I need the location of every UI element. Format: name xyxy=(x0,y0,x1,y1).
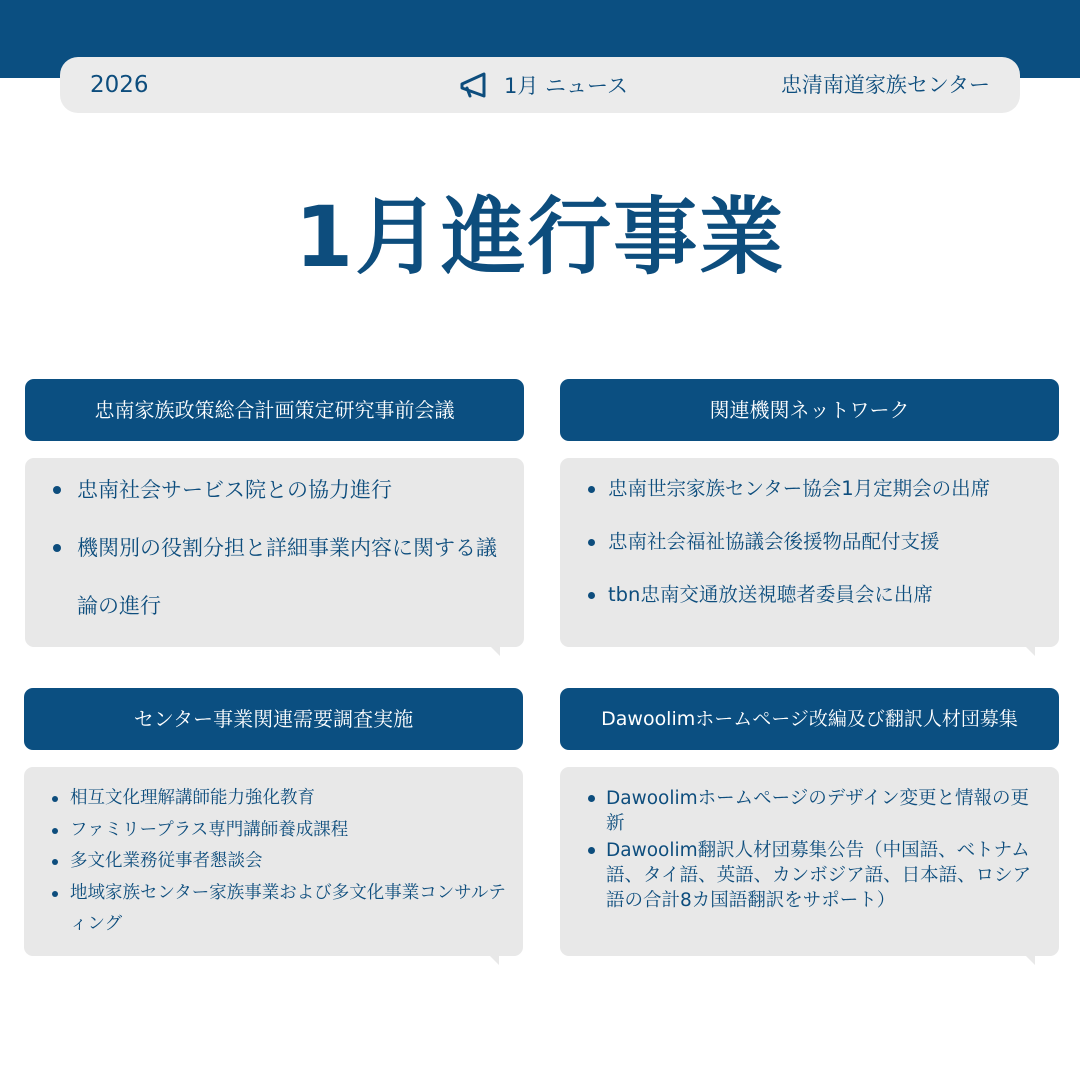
list-item: 多文化業務従事者懇談会 xyxy=(24,846,517,878)
list-item: Dawoolim翻訳人材団募集公告（中国語、ベトナム語、タイ語、英語、カンボジア語、日本語、ロシア語の合計8カ国語翻訳をサポート） xyxy=(560,838,1039,913)
list-item: 地域家族センター家族事業および多文化事業コンサルティング xyxy=(24,878,517,941)
list-item: 忠南社会福祉協議会後援物品配付支援 xyxy=(560,529,1059,555)
header-organization: 忠清南道家族センター xyxy=(780,73,990,97)
list-item: Dawoolimホームページのデザイン変更と情報の更新 xyxy=(560,786,1039,836)
header-news-label: 1月 ニュース xyxy=(504,74,628,98)
list-item: 忠南世宗家族センター協会1月定期会の出席 xyxy=(560,476,1059,502)
list-item: tbn忠南交通放送視聴者委員会に出席 xyxy=(560,582,1059,608)
page-title: 1月進行事業 xyxy=(294,188,786,286)
header-year: 2026 xyxy=(90,72,149,98)
card-heading-dawoolim: Dawoolimホームページ改編及び翻訳人材団募集 xyxy=(560,688,1059,750)
card-heading-policy-meeting: 忠南家族政策総合計画策定研究事前会議 xyxy=(25,379,524,441)
card-body-network xyxy=(560,458,1059,647)
header-news xyxy=(458,57,628,113)
list-item: 忠南社会サービス院との協力進行 xyxy=(25,461,524,519)
list-item: 機関別の役割分担と詳細事業内容に関する議論の進行 xyxy=(25,519,524,635)
megaphone-icon xyxy=(458,71,490,99)
card-heading-demand-survey: センター事業関連需要調査実施 xyxy=(24,688,523,750)
list-item: 相互文化理解講師能力強化教育 xyxy=(24,783,517,815)
header-bar xyxy=(60,57,1020,113)
card-body-dawoolim xyxy=(560,767,1059,956)
list-item: ファミリープラス専門講師養成課程 xyxy=(24,815,517,847)
card-body-policy-meeting xyxy=(25,458,524,647)
card-body-demand-survey xyxy=(24,767,523,956)
card-heading-network: 関連機関ネットワーク xyxy=(560,379,1059,441)
